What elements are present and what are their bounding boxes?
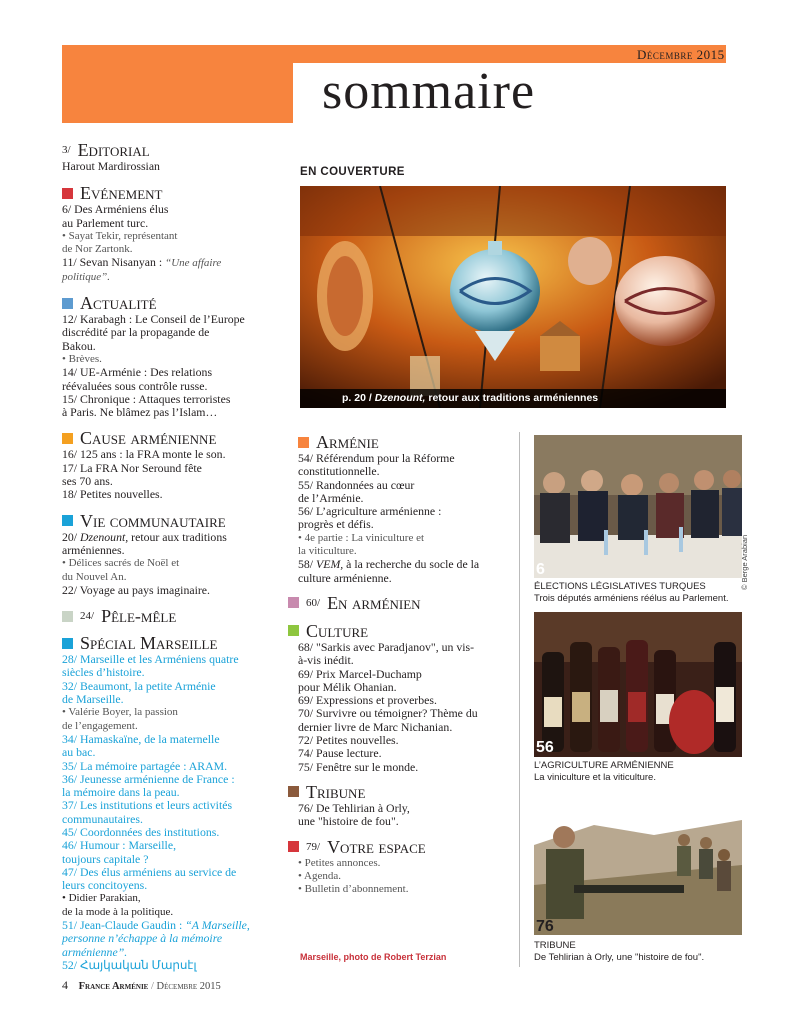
caption-title: L’AGRICULTURE ARMÉNIENNE [534,760,674,771]
text-line: 72/ Petites nouvelles. [298,733,399,748]
actualite-text [62,313,287,419]
tribune-text [298,802,513,829]
text-line: siècles d’histoire. [62,665,145,680]
espace-text [298,857,513,897]
quote-text: politique”. [62,270,110,283]
sub-line: de Nor Zartonk. [62,243,133,256]
photo-tribune[interactable] [534,805,742,935]
text-line: 11/ Sevan Nisanyan : [62,255,166,270]
text-line: 58/ [298,557,317,572]
text-line: 37/ Les institutions et leurs activités [62,798,233,813]
section-en-armenien[interactable] [288,593,513,613]
section-title: Pêle-mêle [101,606,177,627]
text-line: 6/ Des Arméniens élus [62,202,169,217]
text-line: la mémoire dans la peau. [62,785,180,800]
text-line: 70/ Survivre ou témoigner? Thème du [298,706,478,721]
text-line: progrès et défis. [298,517,374,532]
text-line: communautaires. [62,811,143,826]
section-evenement[interactable] [62,183,287,203]
text-line: 35/ La mémoire partagée : ARAM. [62,758,228,773]
text-line: 12/ Karabagh : Le Conseil de l’Europe [62,312,245,327]
sub-line: de l’engagement. [62,719,138,732]
quote-text: “A Marseille, [185,918,250,933]
caption-title: ÉLECTIONS LÉGISLATIVES TURQUES [534,581,706,592]
section-title: Arménie [316,432,379,452]
sub-line: • Sayat Tekir, représentant [62,229,178,242]
caption-text: La viniculture et la viticulture. [534,772,656,783]
section-title: Tribune [306,781,366,802]
text-line: au Parlement turc. [62,215,149,230]
text-line: 47/ Des élus arméniens au service de [62,864,237,879]
soldier-photo-image [534,805,742,935]
text-line: 75/ Fenêtre sur le monde. [298,759,419,774]
sub-line: • Didier Parakian, [62,892,141,905]
text-line: 56/ L’agriculture arménienne : [298,504,442,519]
text-line: Harout Mardirossian [62,159,160,173]
section-square-icon [288,786,299,797]
caption-italic: Dzenount, [374,392,426,404]
evenement-text [62,203,287,284]
list-item: • Petites annonces. [298,856,381,869]
section-special-marseille[interactable] [62,633,287,653]
section-square-icon [62,611,73,622]
culture-text [298,641,513,774]
issue-date: Décembre 2015 [637,47,725,62]
text-line: arméniennes. [62,542,125,557]
photo-number [536,918,554,936]
page-number: 79/ [306,840,321,853]
text-line: Bakou. [62,338,96,353]
text-line: 52/ Հայկական Մարսէլ [62,957,197,972]
photo-number-text: 56 [536,739,554,756]
text-line: 18/ Petites nouvelles. [62,487,163,502]
text-line: 55/ Randonnées au cœur [298,477,415,492]
section-square-icon [288,597,299,608]
vie-text [62,531,287,597]
text-line: 54/ Référendum pour la Réforme [298,451,455,465]
middle-column [288,432,513,896]
cover-label: EN COUVERTURE [300,166,405,178]
quote-text: arménienne”. [62,944,128,959]
text-line: 76/ De Tehlirian à Orly, [298,800,410,815]
text-line: ses 70 ans. [62,474,113,489]
sub-line: de la mode à la politique. [62,905,174,918]
quote-text: personne n’échappe à la mémoire [62,931,223,946]
caption-elections [534,581,754,605]
editorial-text [62,160,287,173]
caption-tribune [534,940,754,964]
text-line: 17/ La FRA Nor Seround fête [62,460,202,475]
text-line: toujours capitale ? [62,851,149,866]
text-line: réévaluées sous contrôle russe. [62,378,208,393]
cover-photo[interactable] [300,186,726,408]
text-line: 74/ Pause lecture. [298,746,382,761]
text-line: 28/ Marseille et les Arméniens quatre [62,652,239,667]
section-pele-mele[interactable] [62,606,287,626]
section-square-icon [288,625,299,636]
section-tribune[interactable] [288,782,513,802]
text-line: 51/ Jean-Claude Gaudin : [62,918,186,933]
section-title: Evénement [80,183,163,204]
text-line: une "histoire de fou". [298,814,399,829]
page-title: sommaire [322,63,536,120]
list-item: • Agenda. [298,869,341,882]
page-number: 3/ [62,144,71,156]
separator: / [150,981,154,992]
text-line: culture arménienne. [298,570,392,585]
column-divider [519,432,520,967]
section-square-icon [62,188,73,199]
left-column [62,140,287,972]
section-culture[interactable] [288,621,513,641]
section-title: Actualité [80,293,157,314]
section-actualite[interactable] [62,293,287,313]
armenie-text [298,452,513,585]
wine-photo-image [534,612,742,757]
text-line: 46/ Humour : Marseille, [62,838,177,853]
text-line: pour Mélik Ohanian. [298,679,397,694]
caption-text: p. 20 / [342,392,375,404]
sub-line: • 4e partie : La viniculture et [298,531,425,544]
text-line: 15/ Chronique : Attaques terroristes [62,391,231,406]
section-square-icon [62,515,73,526]
sub-line: • Délices sacrés de Noël et [62,557,180,570]
caption-text: retour aux traditions arméniennes [425,392,599,404]
quote-text: “Une affaire [165,257,222,270]
text-line: de Marseille. [62,692,124,707]
italic-text: Dzenount, [80,529,129,544]
text-line: 16/ 125 ans : la FRA monte le son. [62,447,226,462]
section-title: Culture [306,620,369,641]
text-line: 20/ [62,529,81,544]
list-item: • Bulletin d’abonnement. [298,883,409,896]
text-line: leurs concitoyens. [62,878,148,893]
footer-date: Décembre 2015 [156,981,221,992]
caption-text: De Tehlirian à Orly, une "histoire de fou". [534,952,705,963]
section-square-icon [62,433,73,444]
text-line: à la recherche du socle de la [343,557,480,572]
section-square-icon [62,638,73,649]
section-square-icon [298,437,309,448]
text-line: retour aux traditions [128,529,227,544]
page-number: 4 [62,978,68,992]
italic-text: VEM, [316,557,344,572]
text-line: 36/ Jeunesse arménienne de France : [62,771,235,786]
text-line: au bac. [62,745,96,760]
photo-number-text: 6 [536,561,545,578]
section-cause-armenienne[interactable] [62,428,287,448]
section-title: Editorial [77,140,150,160]
marseille-photo-credit: Marseille, photo de Robert Terzian [300,952,447,962]
caption-title: TRIBUNE [534,940,576,951]
section-votre-espace[interactable] [288,837,513,857]
text-line: 22/ Voyage au pays imaginaire. [62,582,210,597]
photo-number-text: 76 [536,918,554,935]
elections-photo-image [534,435,742,578]
text-line: 32/ Beaumont, la petite Arménie [62,678,216,693]
page-footer [62,978,221,993]
section-title: Cause arménienne [80,428,217,449]
text-line: de l’Arménie. [298,490,364,505]
sub-line: la viticulture. [298,545,357,558]
text-line: à-vis inédit. [298,653,354,668]
text-line: 69/ Prix Marcel-Duchamp [298,666,422,681]
section-title: En arménien [327,592,421,613]
text-line: 69/ Expressions et proverbes. [298,693,437,708]
special-text [62,653,287,972]
photo-viticulture[interactable] [534,612,742,757]
text-line: discrédité par la propagande de [62,325,210,340]
text-line: constitutionnelle. [298,464,380,479]
section-title: Spécial Marseille [80,633,218,654]
cover-photo-image [300,186,726,408]
text-line: 45/ Coordonnées des institutions. [62,824,220,839]
text-line: dernier livre de Marc Nichanian. [298,719,453,734]
caption-viticulture [534,760,744,784]
section-armenie[interactable] [298,432,513,452]
photo-elections[interactable] [534,435,742,578]
section-square-icon [288,841,299,852]
text-line: 68/ "Sarkis avec Paradjanov", un vis- [298,639,475,654]
sub-line: • Brèves. [62,352,102,365]
photo-credit: © Berge Arabian [740,534,749,590]
section-vie-communautaire[interactable] [62,511,287,531]
cause-text [62,448,287,501]
section-square-icon [62,298,73,309]
cover-caption [300,389,726,408]
sub-line: du Nouvel An. [62,570,127,583]
text-line: à Paris. Ne blâmez pas l’Islam… [62,405,218,420]
section-title: Votre espace [327,836,426,857]
section-title: Vie communautaire [80,510,226,531]
section-editorial[interactable] [62,140,287,160]
sub-line: • Valérie Boyer, la passion [62,706,178,719]
magazine-name: France Arménie [78,981,149,992]
photo-number [536,561,545,579]
caption-text: Trois députés arméniens réélus au Parlement. [534,593,729,604]
text-line: 14/ UE-Arménie : Des relations [62,365,213,380]
page-number: 24/ [80,610,95,623]
page-number: 60/ [306,596,321,609]
photo-number [536,739,554,757]
text-line: 34/ Hamaskaïne, de la maternelle [62,731,220,746]
